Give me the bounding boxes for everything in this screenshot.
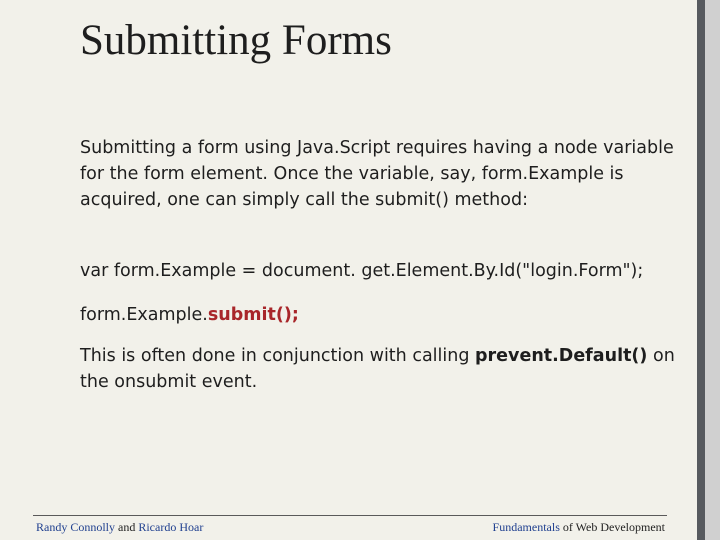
footer-author-1: Randy Connolly (36, 520, 116, 534)
slide-title: Submitting Forms (80, 17, 392, 64)
footer-book-title-part2: of Web Development (559, 520, 665, 534)
footer-author-2: Ricardo Hoar (138, 520, 204, 534)
footer-and: and (115, 520, 139, 534)
footer-book-title-part1: Fundamentals (492, 520, 560, 534)
code-line-getelementbyid: var form.Example = document. get.Element.By.Id("login.Form"); (80, 261, 644, 281)
code-line-submit-prefix: form.Example. (80, 305, 208, 325)
sidebar-stripe-dark (697, 0, 705, 540)
submit-highlight: submit(); (207, 305, 299, 325)
code-line-submit (80, 302, 680, 328)
footer-book-title (493, 520, 665, 535)
sidebar-stripe-light (705, 0, 720, 540)
intro-paragraph: Submitting a form using Java.Script requires having a node variable for the form element. Once the variable, say, form.Example is acquired, one can simply call the submit() method: (80, 138, 674, 210)
footer-authors (36, 520, 203, 535)
footer-divider (33, 515, 667, 516)
prevent-default-method: prevent.Default() (475, 346, 648, 366)
prevent-default-text-after: on the onsubmit event. (80, 346, 675, 392)
prevent-default-text-before: This is often done in conjunction with calling (80, 346, 476, 366)
prevent-default-paragraph (80, 343, 680, 395)
